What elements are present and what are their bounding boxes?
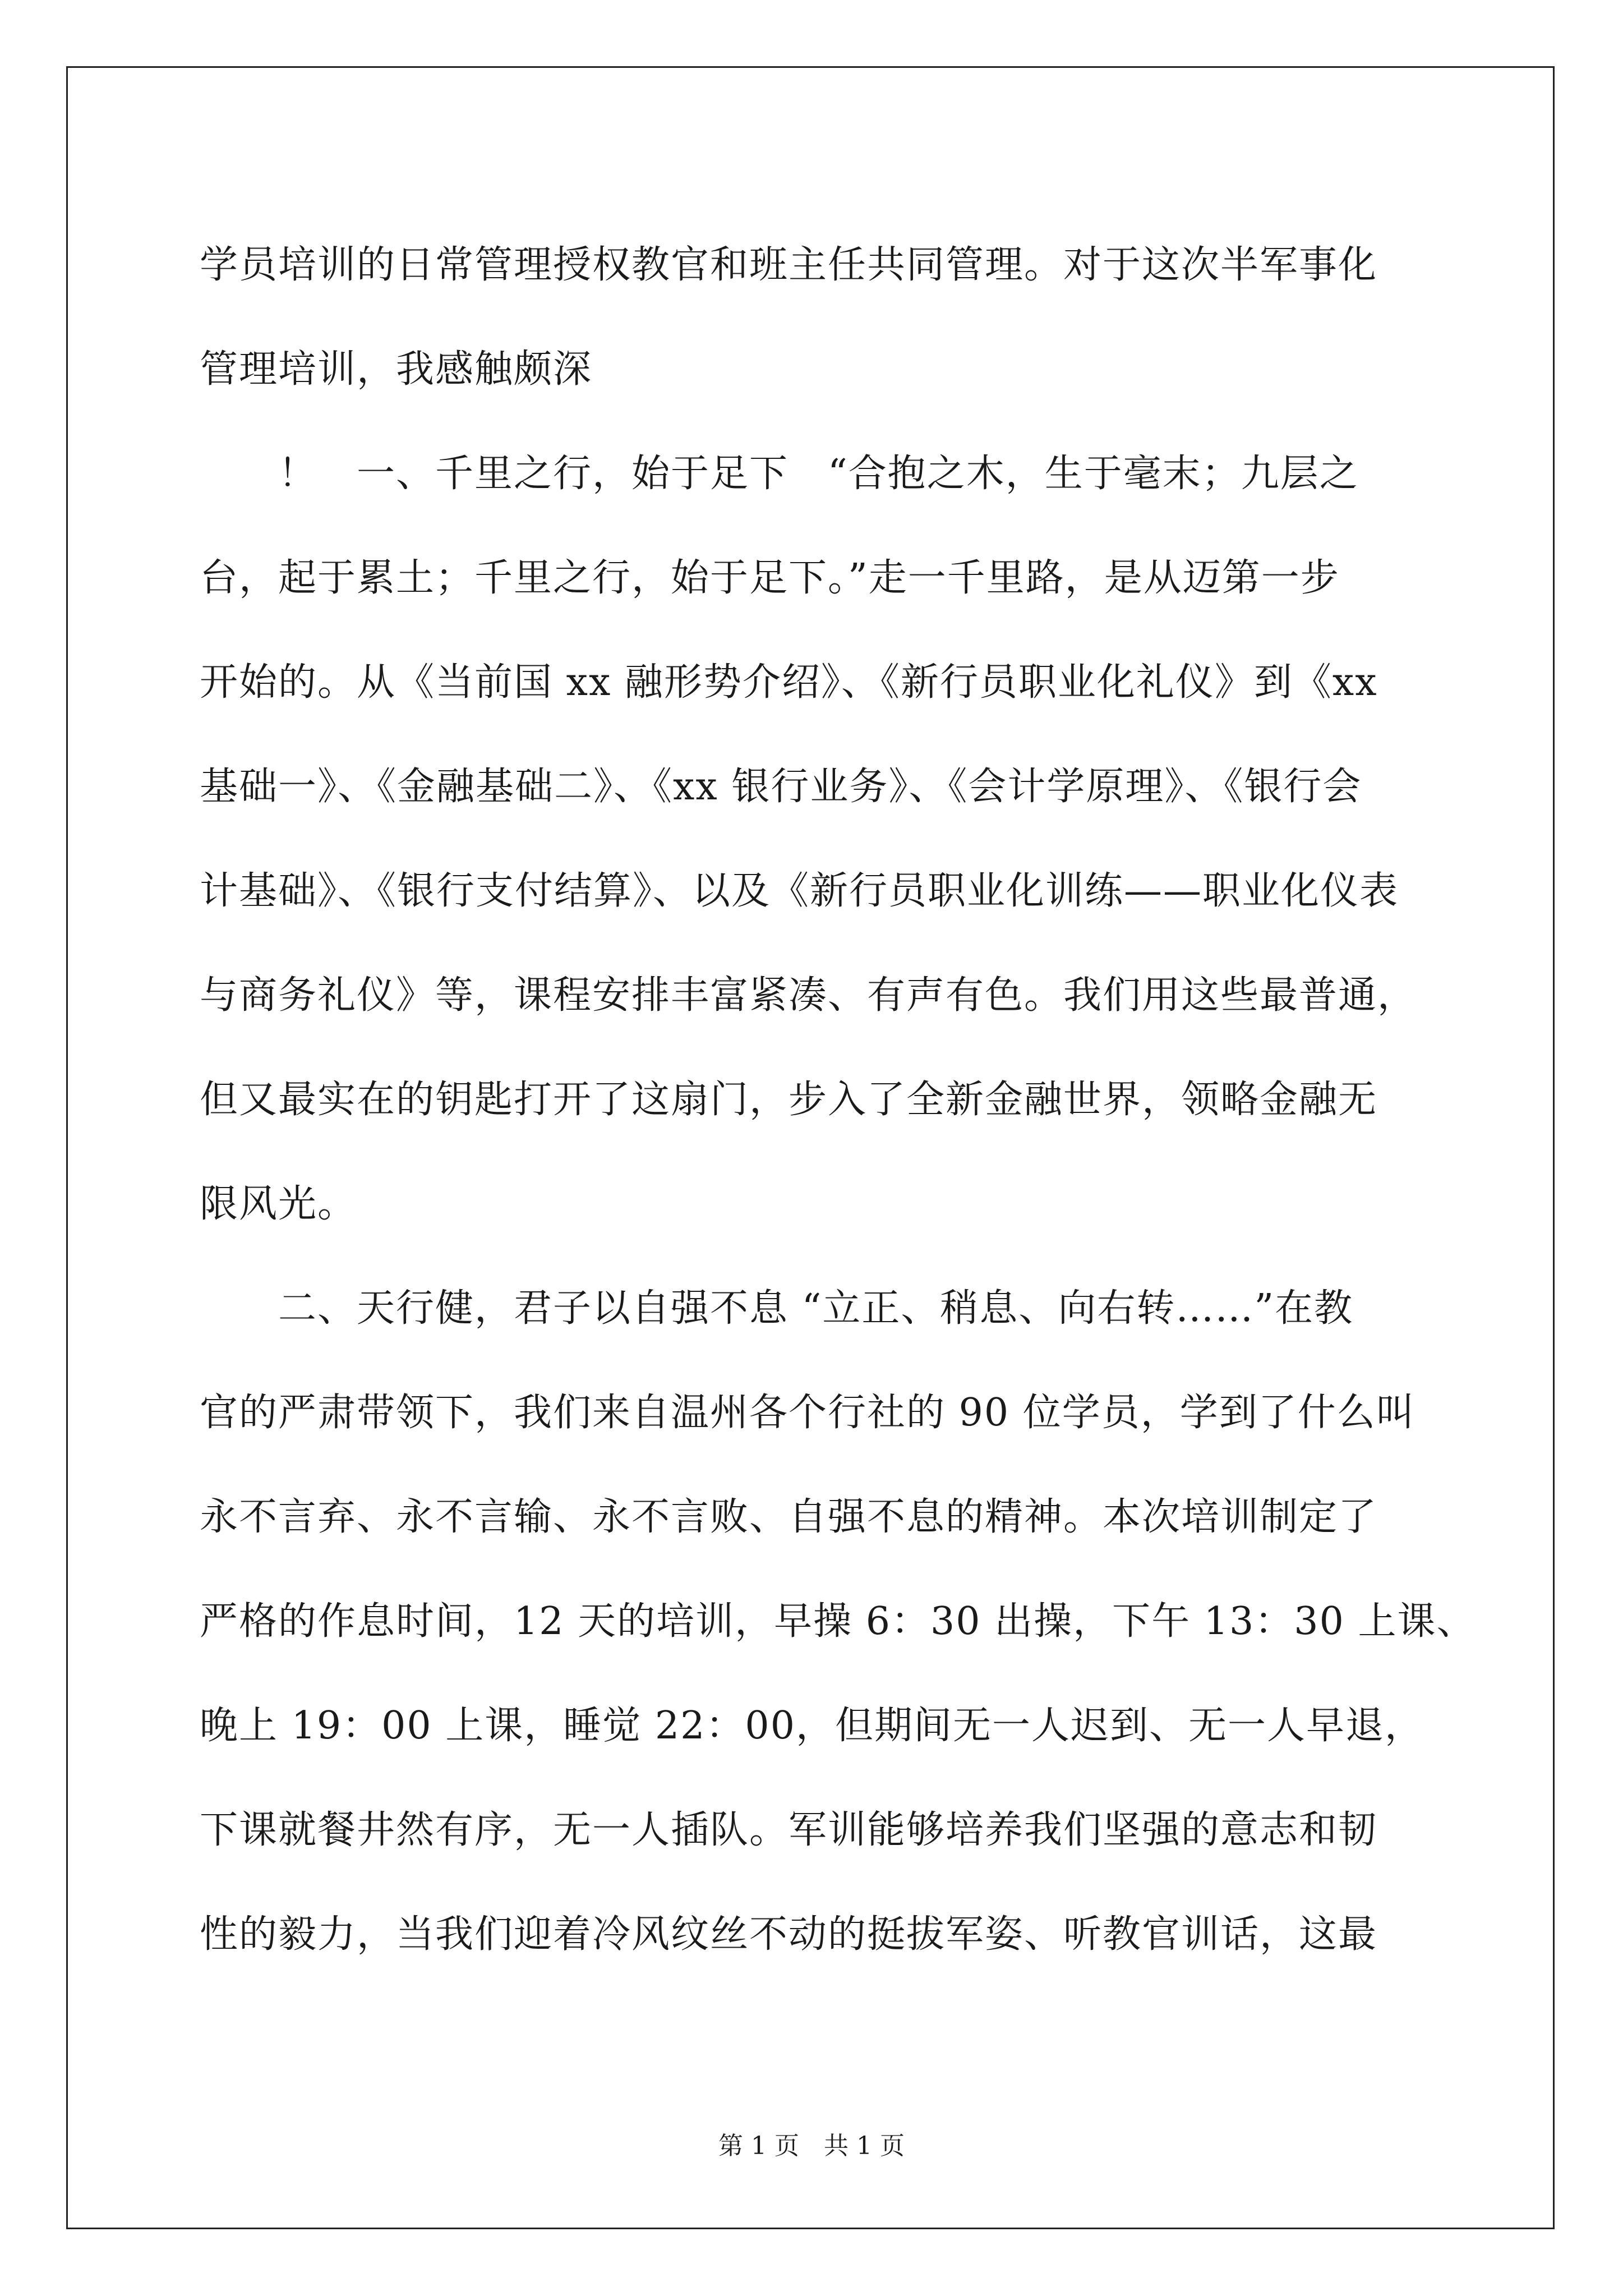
text-line: 台，起于累土；千里之行，始于足下。”走一千里路，是从迈第一步	[200, 556, 1340, 600]
text-line: 性的毅力，当我们迎着冷风纹丝不动的挺拔军姿、听教官训话，这最	[200, 1912, 1378, 1957]
text-line: 管理培训，我感触颇深	[200, 347, 593, 392]
text-line: 严格的作息时间，12 天的培训，早操 6：30 出操，下午 13：30 上课、	[200, 1599, 1476, 1644]
text-line: 晚上 19：00 上课，睡觉 22：00，但期间无一人迟到、无一人早退，	[200, 1704, 1424, 1748]
text-line: ！ 一、千里之行，始于足下 “合抱之木，生于毫末；九层之	[200, 452, 1359, 496]
text-line: 开始的。从《当前国 xx 融形势介绍》、《新行员职业化礼仪》到《xx	[200, 660, 1378, 705]
text-line: 学员培训的日常管理授权教官和班主任共同管理。对于这次半军事化	[200, 243, 1378, 287]
text-line: 计基础》、《银行支付结算》、以及《新行员职业化训练——职业化仪表	[200, 869, 1399, 913]
text-line: 与商务礼仪》等，课程安排丰富紧凑、有声有色。我们用这些最普通，	[200, 973, 1417, 1018]
text-line: 永不言弃、永不言输、永不言败、自强不息的精神。本次培训制定了	[200, 1495, 1378, 1539]
document-body	[200, 213, 1476, 1987]
text-line: 但又最实在的钥匙打开了这扇门，步入了全新金融世界，领略金融无	[200, 1078, 1378, 1122]
text-line: 基础一》、《金融基础二》、《xx 银行业务》、《会计学原理》、《银行会	[200, 765, 1362, 809]
text-line: 下课就餐井然有序，无一人插队。军训能够培养我们坚强的意志和韧	[200, 1808, 1378, 1852]
text-line: 二、天行健，君子以自强不息 “立正、稍息、向右转……”在教	[200, 1286, 1354, 1331]
text-line: 限风光。	[200, 1182, 357, 1226]
page-footer: 第 1 页 共 1 页	[718, 2132, 905, 2160]
text-line: 官的严肃带领下，我们来自温州各个行社的 90 位学员，学到了什么叫	[200, 1391, 1415, 1435]
